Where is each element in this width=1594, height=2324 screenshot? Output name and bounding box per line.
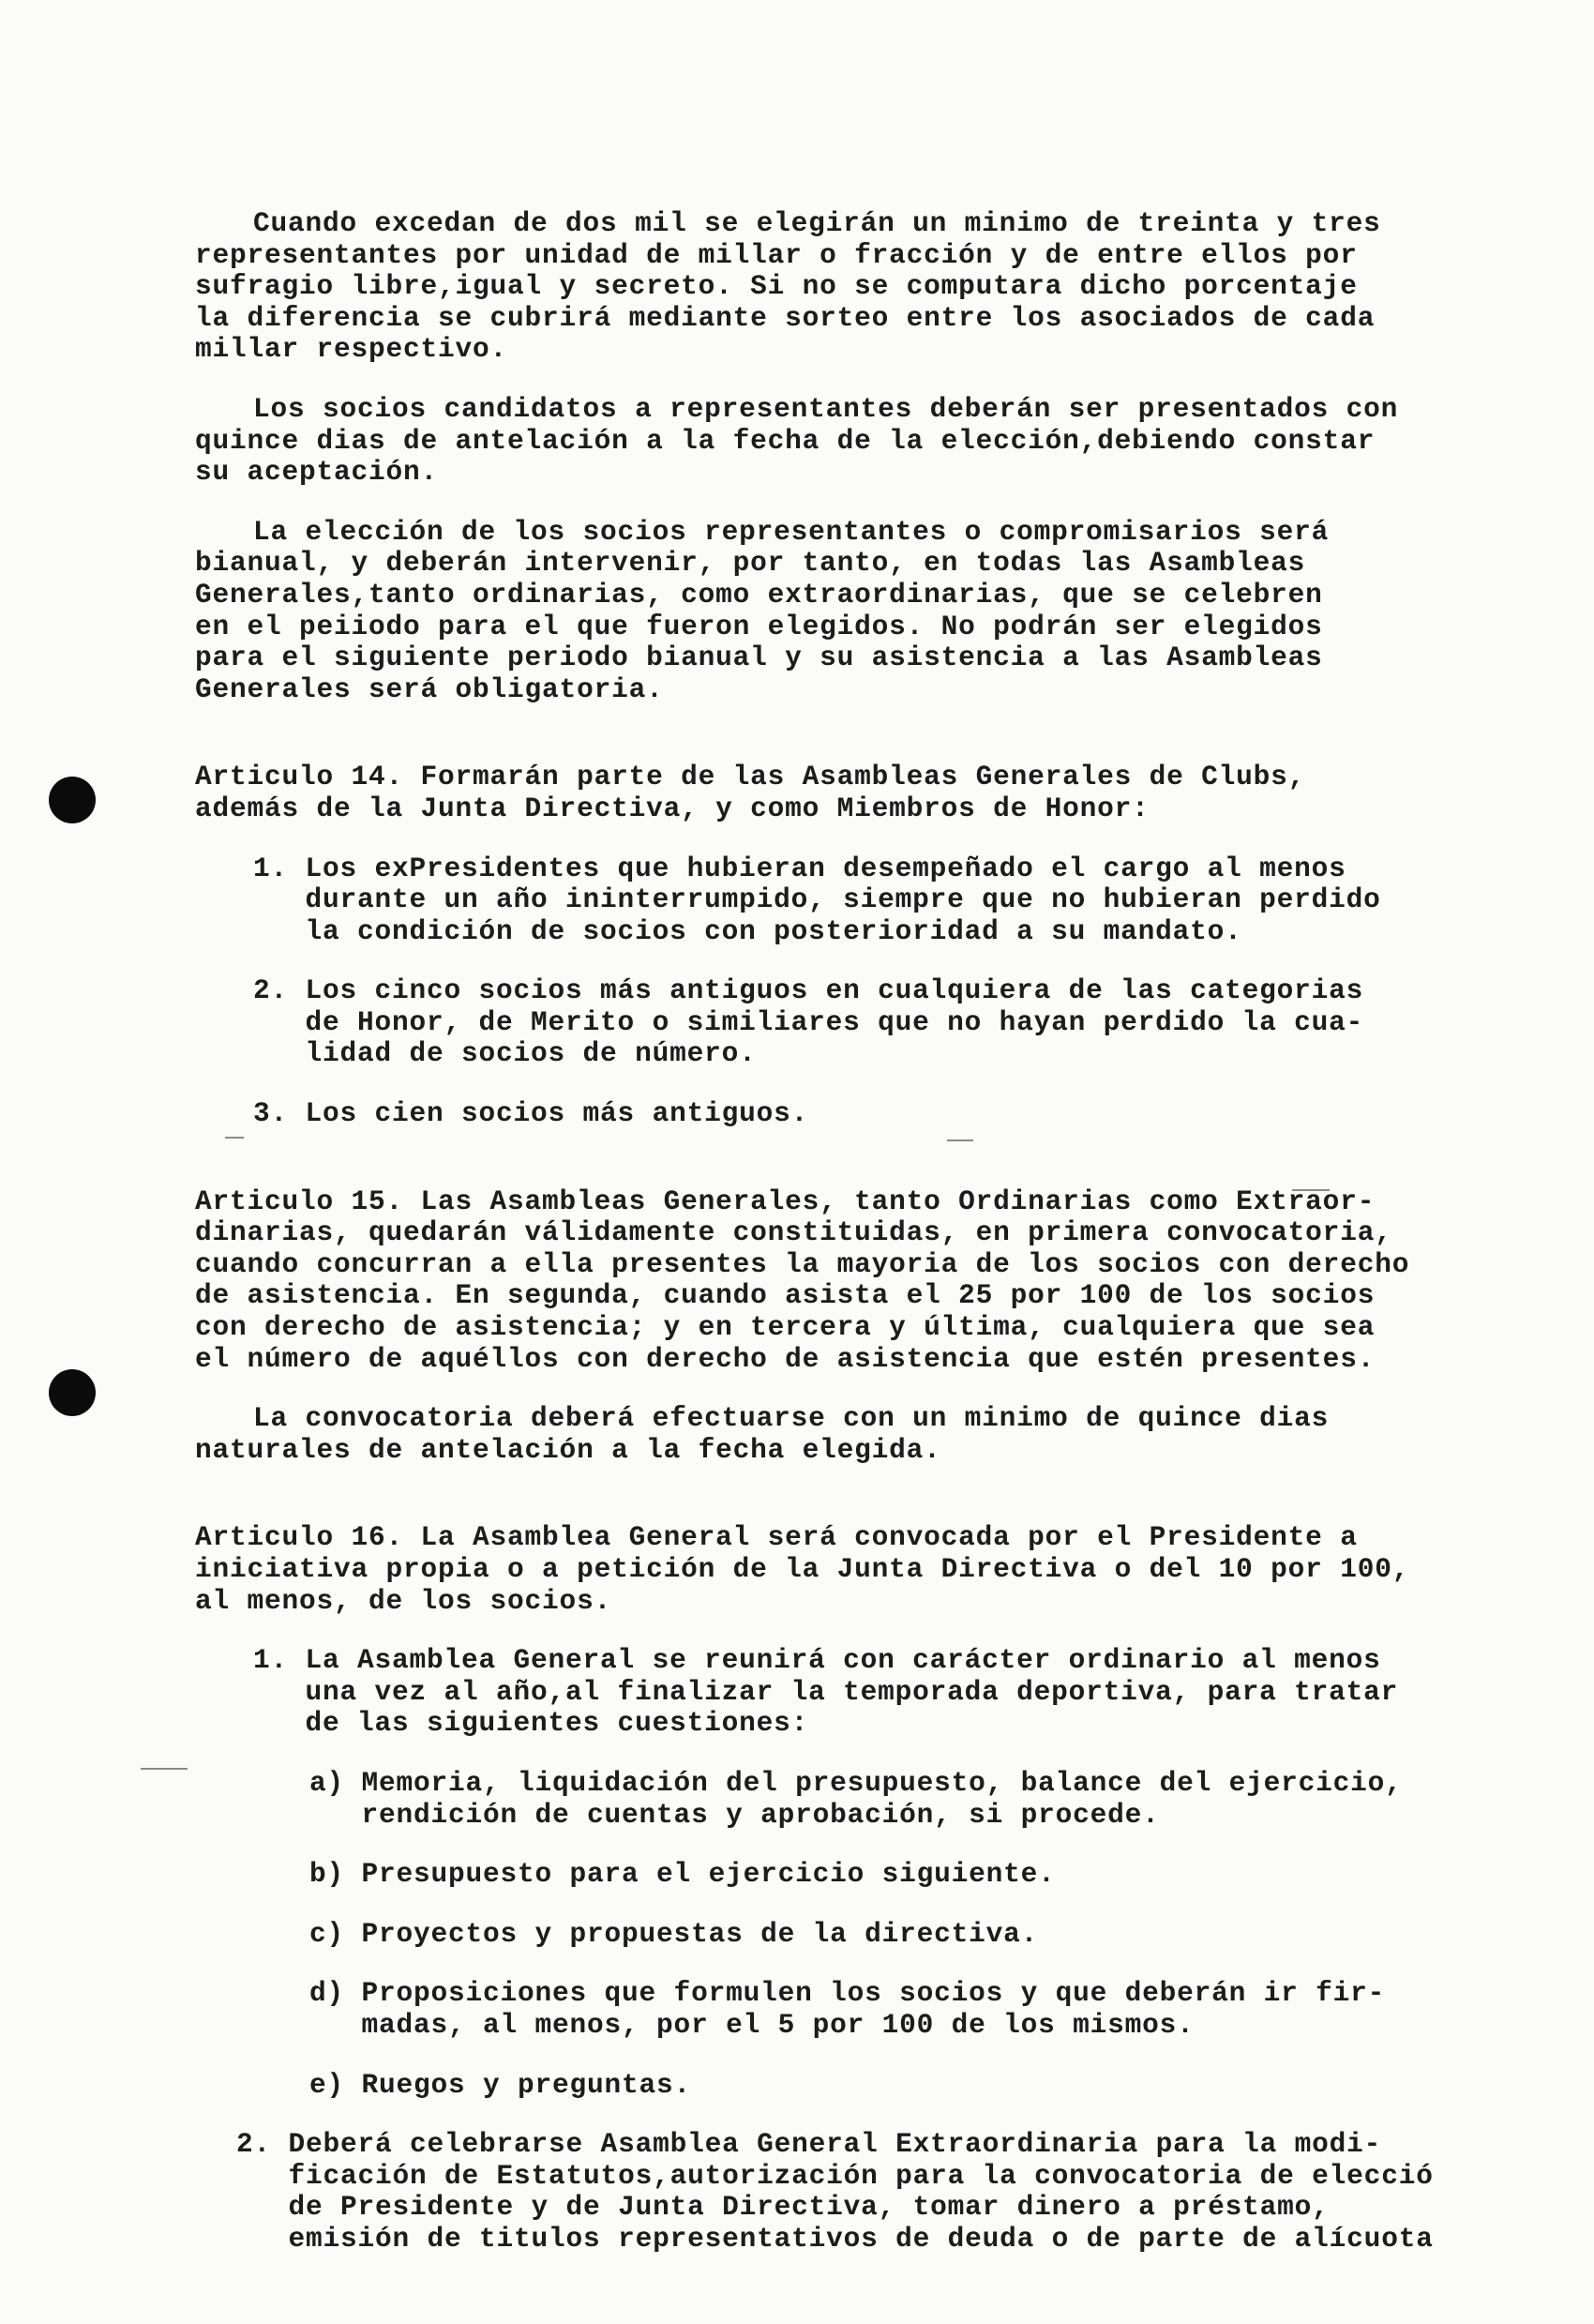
article-16-sub-b (195, 1859, 1545, 1891)
list-item: d) Proposiciones que formulen los socios y que deberán ir fir- (309, 1977, 1386, 2010)
paragraph-representantes (195, 208, 1545, 366)
text-line: emisión de titulos representativos de deuda o de parte de alícuota (236, 2222, 1434, 2255)
text-line: iniciativa propia o a petición de la Junta Directiva o del 10 por 100, (195, 1553, 1410, 1585)
article-heading: Articulo 14. Formarán parte de las Asambleas Generales de Clubs, (195, 761, 1306, 793)
text-line: lidad de socios de número. (253, 1037, 757, 1070)
list-item: b) Presupuesto para el ejercicio siguiente. (309, 1858, 1056, 1891)
text-line: Cuando excedan de dos mil se elegirán un minimo de treinta y tres (253, 207, 1381, 239)
text-line: su aceptación. (195, 456, 439, 489)
list-item: 1. Los exPresidentes que hubieran desempeñado el cargo al menos (253, 852, 1346, 884)
text-line: millar respectivo. (195, 333, 508, 366)
text-line: la condición de socios con posterioridad a su mandato. (253, 914, 1242, 947)
article-14-item-2 (195, 975, 1545, 1070)
list-item: 3. Los cien socios más antiguos. (253, 1097, 809, 1130)
article-16-item-2 (195, 2129, 1545, 2255)
article-16-sub-a (195, 1768, 1545, 1831)
article-14 (195, 762, 1545, 824)
text-line: madas, al menos, por el 5 por 100 de los mismos. (309, 2008, 1195, 2041)
text-line: La convocatoria deberá efectuarse con un minimo de quince dias (253, 1402, 1330, 1435)
list-item: a) Memoria, liquidación del presupuesto, balance del ejercicio, (309, 1766, 1403, 1799)
text-line: cuando concurran a ella presentes la mayoria de los socios con derecho (195, 1247, 1410, 1280)
document-body (195, 208, 1545, 2256)
text-line: Generales será obligatoria. (195, 672, 664, 705)
text-line: al menos, de los socios. (195, 1584, 612, 1617)
punch-hole-lower (49, 1369, 96, 1416)
article-16-item-1 (195, 1645, 1545, 1740)
article-16-sub-d (195, 1978, 1545, 2041)
text-line: la diferencia se cubrirá mediante sorteo entre los asociados de cada (195, 301, 1376, 334)
text-line: dinarias, quedarán válidamente constituidas, en primera convocatoria, (195, 1216, 1392, 1249)
list-item: 2. Los cinco socios más antiguos en cualquiera de las categorias (253, 974, 1364, 1007)
punch-hole-upper (49, 777, 96, 823)
article-16 (195, 1522, 1545, 1617)
list-item: 2. Deberá celebrarse Asamblea General Extraordinaria para la modi- (236, 2128, 1382, 2161)
text-line: una vez al año,al finalizar la temporada deportiva, para tratar (253, 1675, 1399, 1708)
text-line: Los socios candidatos a representantes deberán ser presentados con (253, 392, 1399, 425)
text-line: durante un año ininterrumpido, siempre que no hubieran perdido (253, 883, 1381, 916)
article-15 (195, 1186, 1545, 1376)
article-15-convocatoria (195, 1403, 1545, 1466)
text-line: sufragio libre,igual y secreto. Si no se computara dicho porcentaje (195, 270, 1358, 303)
text-line: el número de aquéllos con derecho de asistencia que estén presentes. (195, 1342, 1376, 1375)
article-heading: Articulo 16. La Asamblea General será convocada por el Presidente a (195, 1521, 1358, 1554)
text-line: naturales de antelación a la fecha elegida. (195, 1433, 941, 1466)
text-line: en el peiiodo para el que fueron elegidos. No podrán ser elegidos (195, 610, 1323, 642)
article-16-sub-c (195, 1919, 1545, 1951)
text-line: La elección de los socios representantes o compromisarios será (253, 515, 1330, 548)
text-line: de Presidente y de Junta Directiva, tomar dinero a préstamo, (236, 2191, 1330, 2224)
paragraph-eleccion (195, 517, 1545, 706)
text-line: además de la Junta Directiva, y como Miembros de Honor: (195, 792, 1150, 824)
text-line: con derecho de asistencia; y en tercera y última, cualquiera que sea (195, 1311, 1376, 1344)
text-line: quince dias de antelación a la fecha de la elección,debiendo constar (195, 424, 1376, 457)
paragraph-candidatos (195, 394, 1545, 489)
text-line: ficación de Estatutos,autorización para la convocatoria de elecció (236, 2159, 1434, 2192)
text-line: de asistencia. En segunda, cuando asista el 25 por 100 de los socios (195, 1279, 1376, 1312)
text-line: de las siguientes cuestiones: (253, 1707, 809, 1740)
text-line: Generales,tanto ordinarias, como extraordinarias, que se celebren (195, 578, 1323, 611)
text-line: para el siguiente periodo bianual y su asistencia a las Asambleas (195, 641, 1323, 674)
article-heading: Articulo 15. Las Asambleas Generales, tanto Ordinarias como Extraor- (195, 1185, 1376, 1217)
text-line: representantes por unidad de millar o fracción y de entre ellos por (195, 238, 1358, 271)
text-line: bianual, y deberán intervenir, por tanto, en todas las Asambleas (195, 547, 1306, 580)
list-item: 1. La Asamblea General se reunirá con carácter ordinario al menos (253, 1644, 1381, 1677)
list-item: e) Ruegos y preguntas. (309, 2068, 692, 2101)
list-item: c) Proyectos y propuestas de la directiva. (309, 1917, 1039, 1950)
article-16-sub-e (195, 2070, 1545, 2102)
text-line: de Honor, de Merito o similiares que no hayan perdido la cua- (253, 1005, 1364, 1038)
article-14-item-1 (195, 853, 1545, 948)
article-14-item-3 (195, 1098, 1545, 1130)
text-line: rendición de cuentas y aprobación, si procede. (309, 1798, 1160, 1831)
